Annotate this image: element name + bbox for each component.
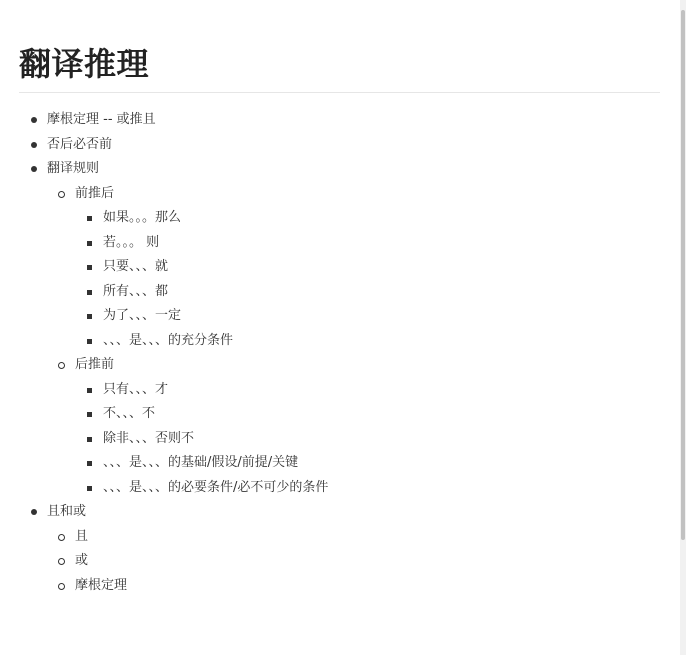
square-bullet-icon [87,437,92,442]
list-item-text: 、、、是、、、的必要条件/必不可少的条件 [103,479,329,495]
list-item [0,404,660,429]
square-bullet-icon [87,486,92,491]
list-item [0,380,660,405]
title-divider [19,92,660,93]
list-item-text: 如果。。。那么 [103,210,182,225]
list-item-text: 只要、、、就 [103,259,169,274]
list-item-text: 为了、、、一定 [103,308,182,323]
list-item-text: 且和或 [47,504,87,519]
list-item-text: 所有、、、都 [103,283,169,299]
list-item-text: 后推前 [75,357,115,372]
square-bullet-icon [87,216,92,221]
list-item [0,282,660,307]
square-bullet-icon [87,461,92,466]
list-item-text: 或 [75,553,89,568]
list-item [0,502,660,527]
circle-bullet-icon [58,583,65,590]
outline-list [0,110,660,600]
vertical-scrollbar[interactable] [680,0,686,655]
square-bullet-icon [87,314,92,319]
list-item-text: 、、、是、、、的基础/假设/前提/关键 [103,455,299,470]
square-bullet-icon [87,339,92,344]
list-item [0,110,660,135]
list-item [0,184,660,209]
list-item [0,331,660,356]
list-item-text: 只有、、、才 [103,381,169,397]
circle-bullet-icon [58,362,65,369]
list-item-text: 摩根定理 [75,577,128,593]
scrollbar-thumb[interactable] [681,10,685,540]
disc-bullet-icon [31,166,37,172]
list-item [0,233,660,258]
list-item [0,527,660,552]
list-item [0,576,660,601]
list-item [0,135,660,160]
square-bullet-icon [87,412,92,417]
list-item [0,257,660,282]
circle-bullet-icon [58,191,65,198]
list-item [0,355,660,380]
list-item [0,551,660,576]
list-item [0,478,660,503]
list-item-text: 若。。。 则 [103,234,160,250]
square-bullet-icon [87,388,92,393]
list-item-text: 除非、、、否则不 [103,430,195,446]
list-item [0,208,660,233]
list-item-text: 且 [75,528,89,544]
disc-bullet-icon [31,117,37,123]
square-bullet-icon [87,290,92,295]
circle-bullet-icon [58,534,65,541]
list-item-text: 摩根定理 -- 或推且 [47,112,156,127]
list-item [0,453,660,478]
list-item [0,159,660,184]
list-item-text: 翻译规则 [47,161,100,176]
list-item-text: 、、、是、、、的充分条件 [103,332,234,348]
square-bullet-icon [87,265,92,270]
list-item [0,429,660,454]
square-bullet-icon [87,241,92,246]
disc-bullet-icon [31,142,37,148]
list-item-text: 否后必否前 [47,136,113,152]
circle-bullet-icon [58,558,65,565]
disc-bullet-icon [31,509,37,515]
page-title: 翻译推理 [19,45,150,83]
list-item [0,306,660,331]
list-item-text: 不、、、不 [103,406,156,421]
list-item-text: 前推后 [75,185,115,201]
